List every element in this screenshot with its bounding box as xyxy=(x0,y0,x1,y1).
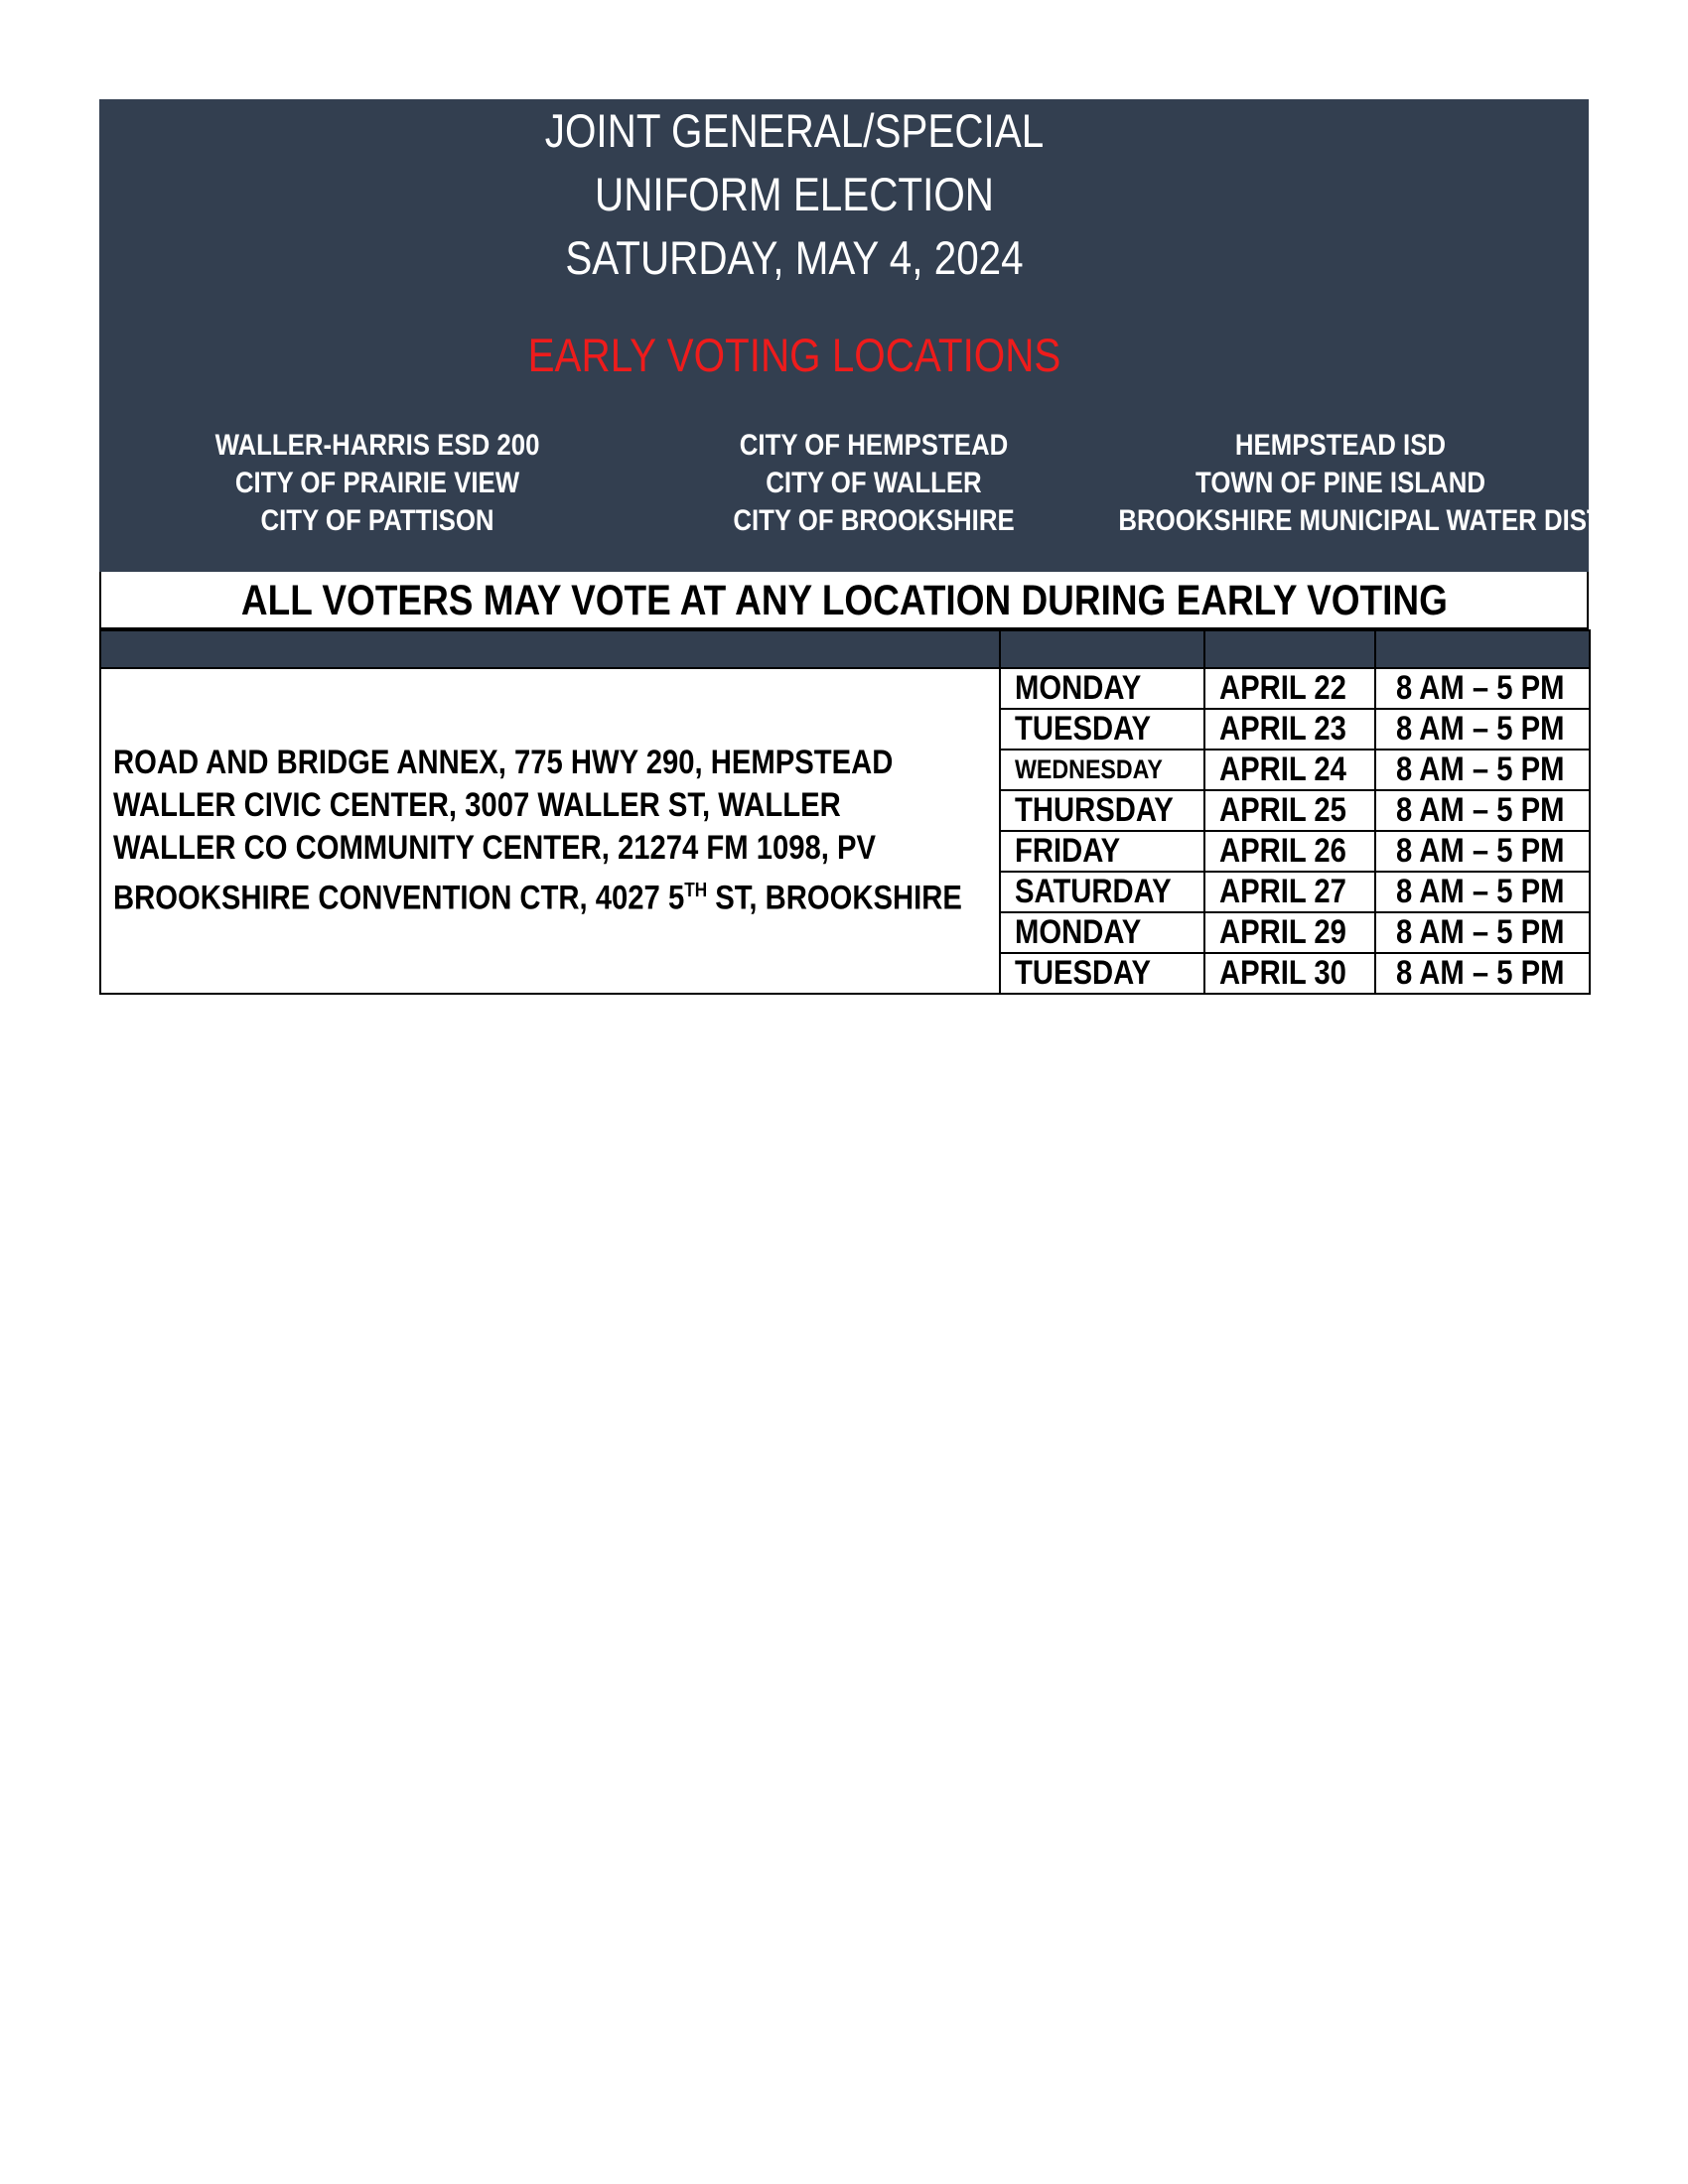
entity-column-3 xyxy=(1118,427,1603,540)
voting-notice-text: ALL VOTERS MAY VOTE AT ANY LOCATION DURING EARLY VOTING xyxy=(240,577,1448,624)
header-cell xyxy=(1204,630,1375,668)
location-text: ST, BROOKSHIRE xyxy=(707,879,962,917)
time-cell: 8 AM – 5 PM xyxy=(1375,790,1590,831)
schedule-table xyxy=(99,629,1591,995)
day-cell: FRIDAY xyxy=(1000,831,1204,872)
date-cell: APRIL 29 xyxy=(1204,912,1375,953)
entity-name: CITY OF WALLER xyxy=(766,467,982,499)
location-item: ROAD AND BRIDGE ANNEX, 775 HWY 290, HEMPSTEAD xyxy=(113,744,894,782)
time-cell: 8 AM – 5 PM xyxy=(1375,872,1590,912)
time-cell: 8 AM – 5 PM xyxy=(1375,953,1590,994)
time-cell: 8 AM – 5 PM xyxy=(1375,831,1590,872)
time-cell: 8 AM – 5 PM xyxy=(1375,912,1590,953)
day-cell: TUESDAY xyxy=(1000,953,1204,994)
location-text: BROOKSHIRE CONVENTION CTR, 4027 5 xyxy=(113,879,685,917)
entity-name: HEMPSTEAD ISD xyxy=(1234,429,1447,462)
title-line-3: SATURDAY, MAY 4, 2024 xyxy=(565,231,1024,284)
date-cell: APRIL 24 xyxy=(1204,750,1375,790)
day-cell: MONDAY xyxy=(1000,912,1204,953)
locations-cell xyxy=(100,668,1000,994)
ordinal-suffix: TH xyxy=(684,880,708,902)
date-cell: APRIL 27 xyxy=(1204,872,1375,912)
day-cell: SATURDAY xyxy=(1000,872,1204,912)
header-cell xyxy=(1000,630,1204,668)
day-cell: WEDNESDAY xyxy=(1000,750,1204,790)
entity-name: CITY OF PRAIRIE VIEW xyxy=(234,467,520,499)
entity-name: CITY OF PATTISON xyxy=(260,504,494,537)
day-cell: MONDAY xyxy=(1000,668,1204,709)
title-line-1: JOINT GENERAL/SPECIAL xyxy=(544,104,1045,157)
table-row xyxy=(100,668,1590,709)
entity-name: TOWN OF PINE ISLAND xyxy=(1196,467,1485,499)
election-notice xyxy=(99,99,1603,995)
location-item xyxy=(101,870,962,919)
table-header-row xyxy=(100,630,1590,668)
entity-name: WALLER-HARRIS ESD 200 xyxy=(214,429,540,462)
subtitle: EARLY VOTING LOCATIONS xyxy=(527,329,1061,381)
time-cell: 8 AM – 5 PM xyxy=(1375,750,1590,790)
entity-column-1 xyxy=(190,427,565,540)
title-line-2: UNIFORM ELECTION xyxy=(595,168,994,220)
header-cell xyxy=(1375,630,1590,668)
day-cell: TUESDAY xyxy=(1000,709,1204,750)
date-cell: APRIL 25 xyxy=(1204,790,1375,831)
entity-column-2 xyxy=(686,427,1061,540)
header-cell xyxy=(100,630,1000,668)
entity-name: CITY OF BROOKSHIRE xyxy=(733,504,1015,537)
date-cell: APRIL 30 xyxy=(1204,953,1375,994)
time-cell: 8 AM – 5 PM xyxy=(1375,668,1590,709)
entity-name: CITY OF HEMPSTEAD xyxy=(739,429,1009,462)
day-cell: THURSDAY xyxy=(1000,790,1204,831)
location-item: WALLER CIVIC CENTER, 3007 WALLER ST, WALLER xyxy=(113,786,841,825)
date-cell: APRIL 22 xyxy=(1204,668,1375,709)
location-item: WALLER CO COMMUNITY CENTER, 21274 FM 1098, PV xyxy=(113,829,877,868)
header-banner xyxy=(99,99,1603,572)
date-cell: APRIL 26 xyxy=(1204,831,1375,872)
voting-notice xyxy=(99,572,1589,629)
date-cell: APRIL 23 xyxy=(1204,709,1375,750)
entity-name: BROOKSHIRE MUNICIPAL WATER DIST xyxy=(1118,504,1603,537)
time-cell: 8 AM – 5 PM xyxy=(1375,709,1590,750)
